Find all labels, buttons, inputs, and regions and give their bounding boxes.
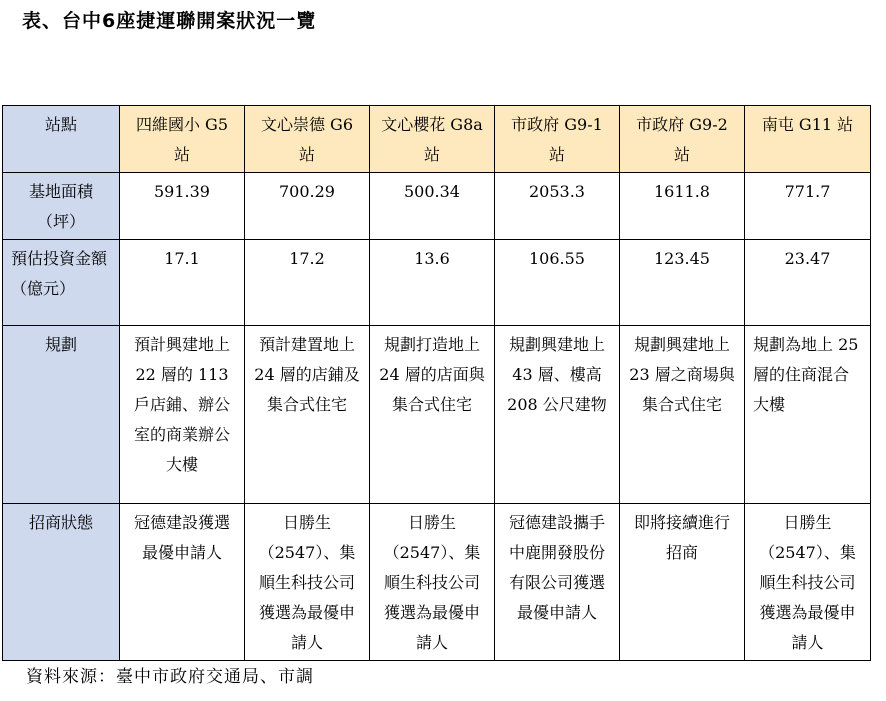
- table-cell: 500.34: [370, 173, 495, 240]
- table-cell: 106.55: [495, 240, 620, 326]
- row-header-plan: 規劃: [3, 326, 120, 504]
- table-cell: 700.29: [245, 173, 370, 240]
- table-cell: 冠德建設攜手中鹿開發股份有限公司獲選最優申請人: [495, 504, 620, 661]
- table-cell: 預計興建地上 22 層的 113 戶店鋪、辦公室的商業辦公大樓: [120, 326, 245, 504]
- table-title: 表、台中6座捷運聯開案狀況一覽: [22, 10, 317, 32]
- development-status-table: [2, 105, 871, 661]
- table-row: [3, 504, 871, 661]
- table-cell: 冠德建設獲選最優申請人: [120, 504, 245, 661]
- table-cell: 規劃興建地上 43 層、樓高 208 公尺建物: [495, 326, 620, 504]
- source-note: 資料來源：臺中市政府交通局、市調: [26, 667, 314, 687]
- station-header: 南屯 G11 站: [745, 106, 871, 173]
- table-cell: 日勝生（2547）、集順生科技公司獲選為最優申請人: [745, 504, 871, 661]
- table-row: [3, 173, 871, 240]
- corner-header: 站點: [3, 106, 120, 173]
- header-row: [3, 106, 871, 173]
- row-header-investment: 預估投資金額（億元）: [3, 240, 120, 326]
- table-cell: 13.6: [370, 240, 495, 326]
- table-cell: 123.45: [620, 240, 745, 326]
- table-cell: 規劃為地上 25 層的住商混合大樓: [745, 326, 871, 504]
- table-cell: 23.47: [745, 240, 871, 326]
- station-header: 市政府 G9-2 站: [620, 106, 745, 173]
- table-cell: 即將接續進行招商: [620, 504, 745, 661]
- station-header: 市政府 G9-1 站: [495, 106, 620, 173]
- table-cell: 771.7: [745, 173, 871, 240]
- row-header-area: 基地面積（坪）: [3, 173, 120, 240]
- table-row: [3, 240, 871, 326]
- table-cell: 日勝生（2547）、集順生科技公司獲選為最優申請人: [370, 504, 495, 661]
- table-cell: 17.2: [245, 240, 370, 326]
- table-cell: 2053.3: [495, 173, 620, 240]
- table-cell: 預計建置地上 24 層的店鋪及集合式住宅: [245, 326, 370, 504]
- table-cell: 591.39: [120, 173, 245, 240]
- table-cell: 規劃興建地上 23 層之商場與集合式住宅: [620, 326, 745, 504]
- table-cell: 17.1: [120, 240, 245, 326]
- table-cell: 規劃打造地上 24 層的店面與集合式住宅: [370, 326, 495, 504]
- table-cell: 1611.8: [620, 173, 745, 240]
- station-header: 文心櫻花 G8a 站: [370, 106, 495, 173]
- row-header-status: 招商狀態: [3, 504, 120, 661]
- station-header: 文心崇德 G6 站: [245, 106, 370, 173]
- station-header: 四維國小 G5 站: [120, 106, 245, 173]
- table-row: [3, 326, 871, 504]
- table-cell: 日勝生（2547）、集順生科技公司獲選為最優申請人: [245, 504, 370, 661]
